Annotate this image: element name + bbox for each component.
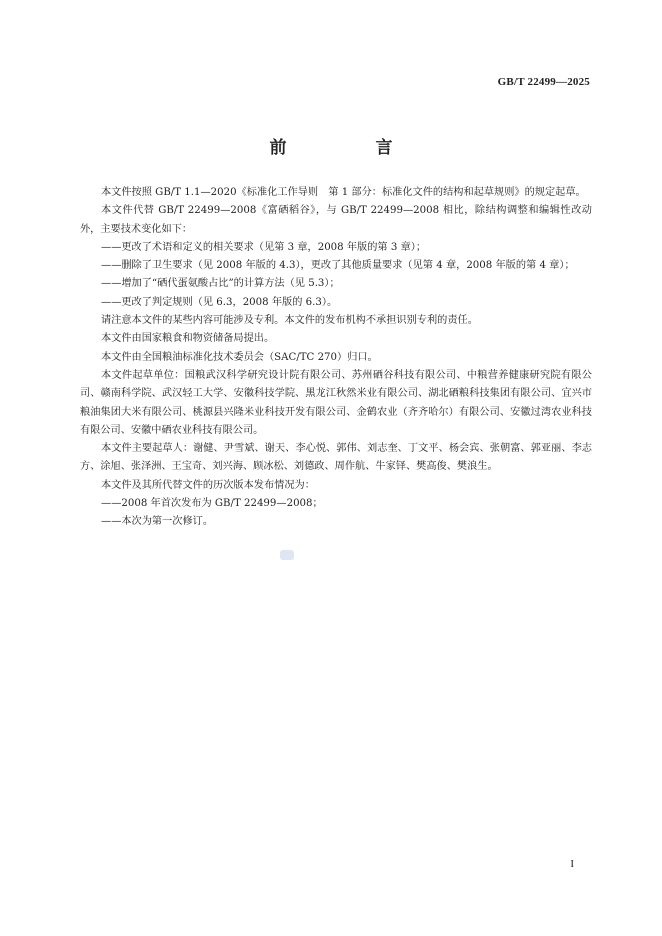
paragraph-drafting-units: 本文件起草单位：国粮武汉科学研究设计院有限公司、苏州硒谷科技有限公司、中粮营养健康研究院有限公司、赣南科学院、武汉轻工大学、安徽科技学院、黑龙江秋然米业有限公司、湖北硒粮科技集团有限公司、宜兴市粮油集团大米有限公司、桃源县兴隆米业科技开发有限公司、金鹤农业（齐齐哈尔）有限公司、安徽过湾农业科技有限公司、安徽中硒农业科技有限公司。: [80, 369, 592, 436]
history-item-revision: ——本次为第一次修订。: [101, 516, 214, 528]
watermark-mark: [280, 550, 294, 560]
page-number: I: [570, 858, 574, 870]
paragraph-patent-notice: 请注意本文件的某些内容可能涉及专利。本文件的发布机构不承担识别专利的责任。: [101, 315, 478, 327]
paragraph-proposed-by: 本文件由国家粮食和物资储备局提出。: [101, 333, 275, 345]
standard-code: GB/T 22499—2025: [497, 76, 590, 88]
document-body: [80, 184, 592, 532]
paragraph-replaces: 本文件代替 GB/T 22499—2008《富硒稻谷》，与 GB/T 22499—2008 相比，除结构调整和编辑性改动外，主要技术变化如下：: [80, 205, 592, 235]
paragraph-under-jurisdiction: 本文件由全国粮油标准化技术委员会（SAC/TC 270）归口。: [101, 351, 378, 363]
paragraph-drafters: 本文件主要起草人：谢健、尹雪斌、谢天、李心悦、郭伟、刘志奎、丁文平、杨会宾、张朝富、郭亚丽、李志方、涂旭、张泽洲、王宝奇、刘兴海、顾冰松、刘德政、周作航、牛家铎、樊高俊、樊浪生。: [80, 443, 592, 473]
change-item-hygiene: ——删除了卫生要求（见 2008 年版的 4.3），更改了其他质量要求（见第 4 章，2008 年版的第 4 章）；: [101, 260, 575, 272]
page-title: 前 言: [269, 138, 429, 158]
change-item-judgement: ——更改了判定规则（见 6.3，2008 年版的 6.3）。: [101, 296, 338, 308]
history-item-first: ——2008 年首次发布为 GB/T 22499—2008；: [101, 498, 323, 510]
paragraph-history-intro: 本文件及其所代替文件的历次版本发布情况为：: [101, 479, 315, 491]
change-item-terms: ——更改了术语和定义的相关要求（见第 3 章，2008 年版的第 3 章）；: [101, 241, 427, 253]
paragraph-drafting-rules: 本文件按照 GB/T 1.1—2020《标准化工作导则 第 1 部分：标准化文件的结构和起草规则》的规定起草。: [101, 187, 586, 198]
change-item-calculation: ——增加了“硒代蛋氨酸占比”的计算方法（见 5.3）；: [101, 278, 340, 290]
